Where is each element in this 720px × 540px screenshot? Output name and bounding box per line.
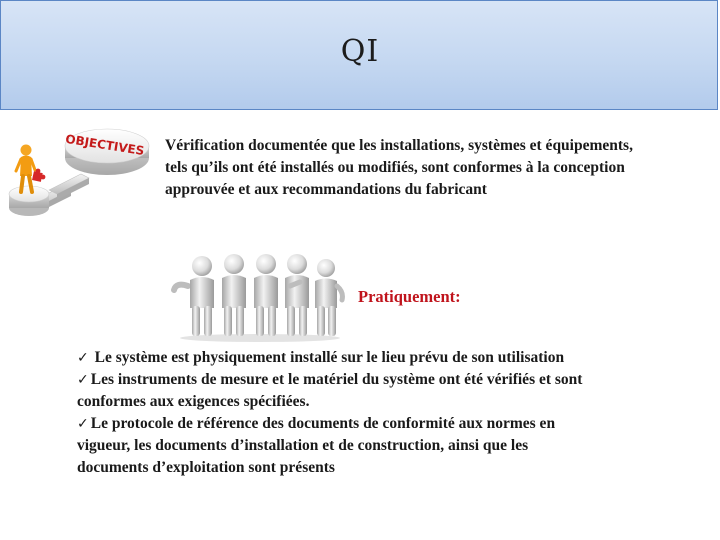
bullet-text: Les instruments de mesure et le matériel du système ont été vérifiés et sont (90, 371, 583, 388)
bullet-text: conformes aux exigences spécifiées. (77, 393, 310, 410)
subheading-pratiquement: Pratiquement: (358, 287, 461, 306)
bullet-text: vigueur, les documents d’installation et de construction, ainsi que les (77, 437, 529, 454)
list-item (77, 413, 717, 435)
slide-title: QI (340, 34, 380, 69)
intro-line: approuvée et aux recommandations du fabricant (165, 181, 487, 198)
bullet-list (77, 347, 717, 479)
intro-line: Vérification documentée que les installations, systèmes et équipements, (165, 137, 633, 154)
bullet-text: Le protocole de référence des documents de conformité aux normes en (90, 415, 556, 432)
intro-paragraph (165, 135, 720, 201)
team-illustration (170, 246, 345, 342)
checkmark-icon: ✓ (77, 416, 89, 432)
list-item (77, 369, 717, 391)
list-item-continuation (77, 457, 717, 479)
objectives-label: OBJECTIVES (64, 131, 146, 159)
list-item (77, 347, 717, 369)
checkmark-icon: ✓ (77, 350, 89, 366)
intro-line: tels qu’ils ont été installés ou modifiés, sont conformes à la conception (165, 159, 625, 176)
bullet-text: Le système est physiquement installé sur le lieu prévu de son utilisation (90, 349, 565, 366)
list-item-continuation (77, 391, 717, 413)
list-item-continuation (77, 435, 717, 457)
bullet-text: documents d’exploitation sont présents (77, 459, 335, 476)
objectives-illustration (5, 124, 150, 226)
checkmark-icon: ✓ (77, 372, 89, 388)
